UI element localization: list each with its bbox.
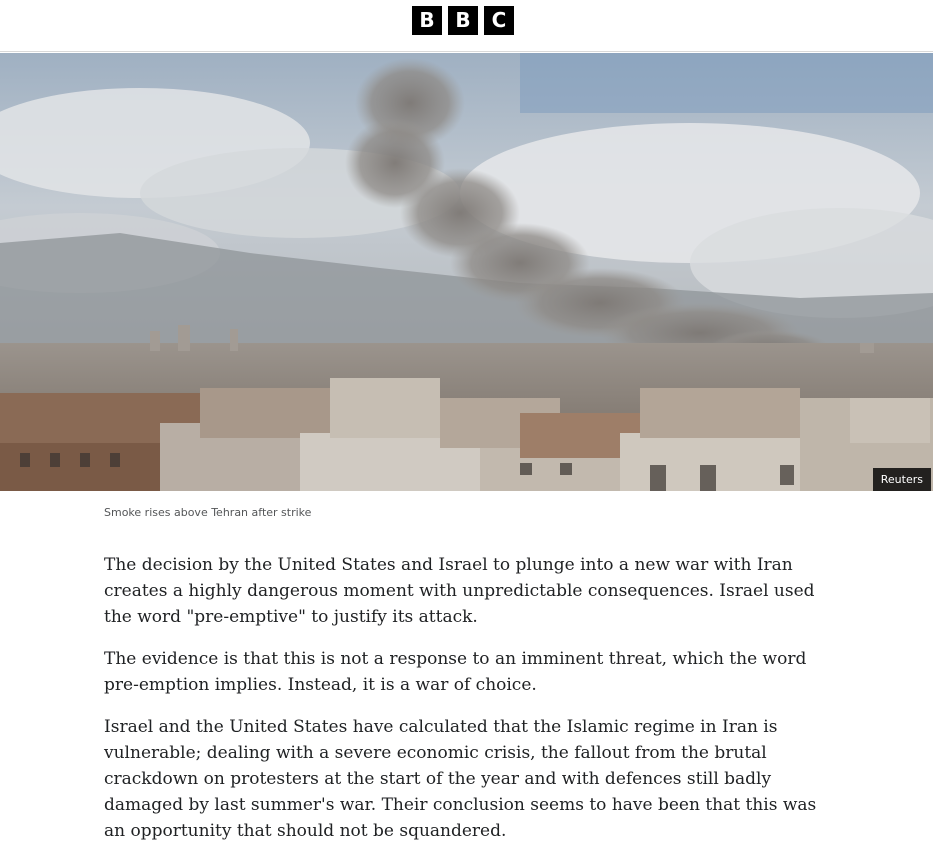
article-body: [104, 552, 829, 842]
article-paragraph: The decision by the United States and Israel to plunge into a new war with Iran creates a highly dangerous moment with unpredictable consequences. Israel used the word "pre-emptive" to justify its attack.: [104, 555, 815, 627]
hero-photo-illustration: [0, 53, 933, 491]
logo-letter-b1: B: [412, 6, 442, 35]
logo-letter-c: C: [484, 6, 514, 35]
article-paragraph: The evidence is that this is not a response to an imminent threat, which the word pre-emption implies. Instead, it is a war of choice.: [104, 649, 807, 695]
bbc-logo[interactable]: [412, 6, 514, 35]
hero-image: [0, 53, 933, 491]
image-caption: Smoke rises above Tehran after strike: [104, 506, 312, 519]
site-header: [0, 0, 933, 52]
photo-credit: Reuters: [873, 468, 931, 491]
logo-letter-b2: B: [448, 6, 478, 35]
article-paragraph: Israel and the United States have calculated that the Islamic regime in Iran is vulnerable; dealing with a severe economic crisis, the fallout from the brutal crackdown on protesters at the start of the year and with defences still badly damaged by last summer's war. Their conclusion seems to have been that this was an opportunity that should not be squandered.: [104, 717, 817, 841]
